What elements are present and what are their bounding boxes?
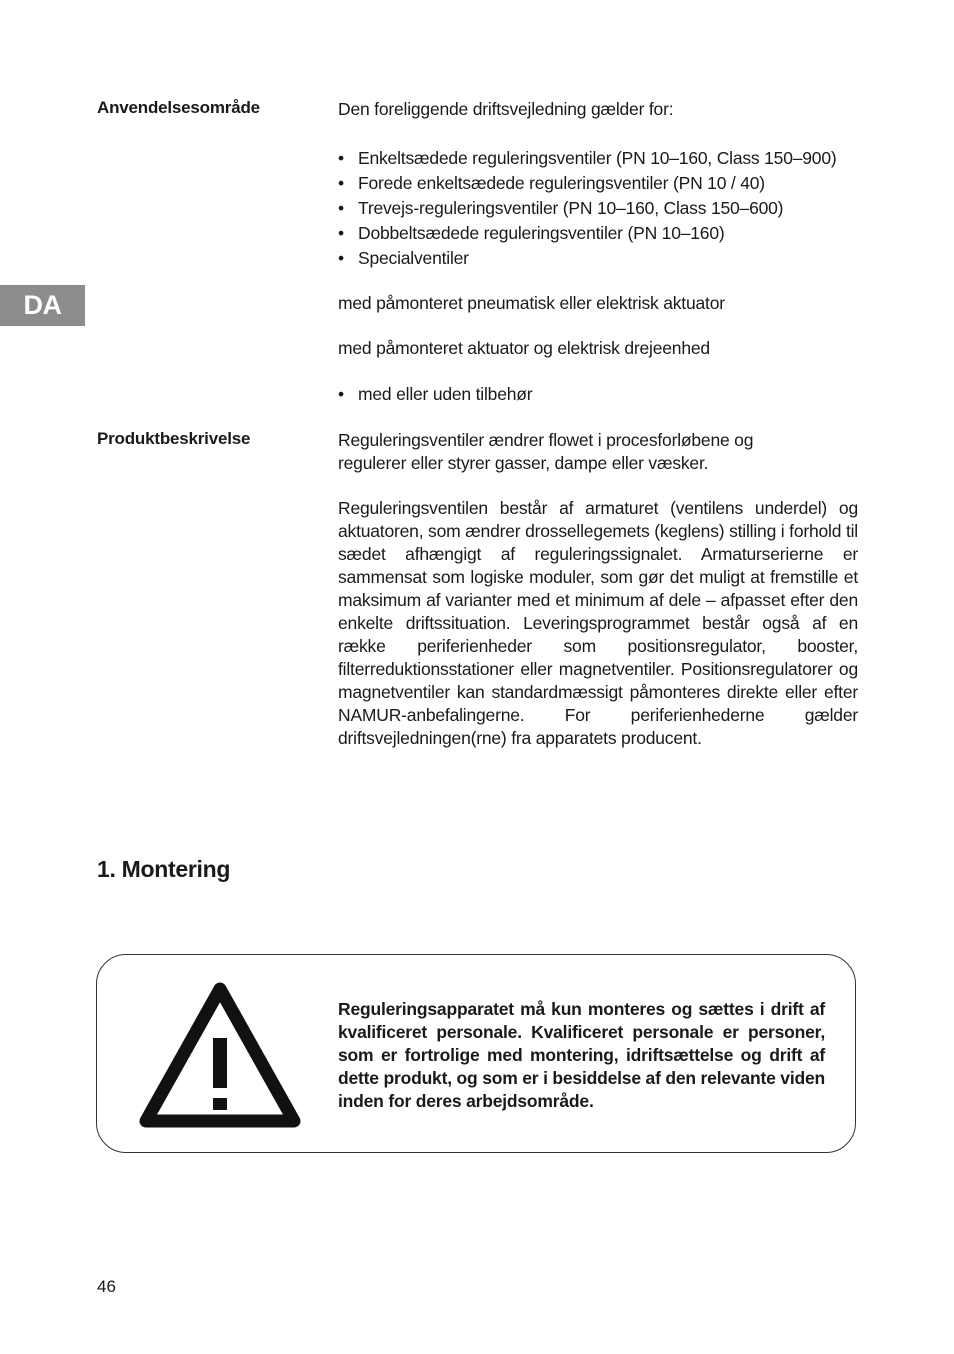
list-item: • Dobbeltsædede reguleringsventiler (PN 10–160) [338, 221, 837, 246]
accessory-list [338, 382, 532, 407]
section-heading: 1. Montering [97, 856, 231, 882]
warning-triangle-icon [136, 980, 304, 1130]
scope-paragraph-actuator: med påmonteret pneumatisk eller elektrisk aktuator [338, 293, 725, 313]
scope-intro: Den foreliggende driftsvejledning gælder for: [338, 99, 674, 119]
list-item: • Enkeltsædede reguleringsventiler (PN 10–160, Class 150–900) [338, 146, 837, 171]
language-tab: DA [0, 285, 85, 326]
list-item: • Specialventiler [338, 246, 837, 271]
scope-paragraph-rotary: med påmonteret aktuator og elektrisk drejeenhed [338, 338, 710, 358]
valve-type-list [338, 146, 837, 271]
scope-label: Anvendelsesområde [97, 98, 260, 117]
product-paragraph-1: Reguleringsventiler ændrer flowet i procesforløbene og regulerer eller styrer gasser, dampe eller væsker. [338, 430, 754, 473]
list-item: • Forede enkeltsædede reguleringsventiler (PN 10 / 40) [338, 171, 837, 196]
warning-text: Reguleringsapparatet må kun monteres og sættes i drift af kvalificeret personale. Kvalificeret personale er personer, som er fortrolige med montering, idriftsættelse og drift af dette produkt, og som er i besiddelse af den relevante viden inden for deres arbejdsområde. [338, 999, 825, 1111]
list-item: • med eller uden tilbehør [338, 382, 532, 407]
product-label: Produktbeskrivelse [97, 429, 251, 448]
list-item: • Trevejs-reguleringsventiler (PN 10–160, Class 150–600) [338, 196, 837, 221]
page-number: 46 [97, 1277, 116, 1296]
product-paragraph-2: Reguleringsventilen består af armaturet (ventilens underdel) og aktuatoren, som ændrer drossellegemets (keglens) stilling i forhold til sædet afhængigt af reguleringssignalet. Armaturserierne er sammensat som logiske moduler, som gør det muligt at fremstille et maksimum af varianter med et minimum af dele – afpasset efter den enkelte driftssituation. Leveringsprogrammet består også af en række periferienheder som positionsregulator, booster, filterreduktionsstationer eller magnetventiler. Positionsregulatorer og magnetventiler kan standardmæssigt påmonteres direkte eller efter NAMUR-anbefalingerne. For periferienhederne gælder driftsvejledningen(rne) fra apparatets producent. [338, 498, 858, 748]
